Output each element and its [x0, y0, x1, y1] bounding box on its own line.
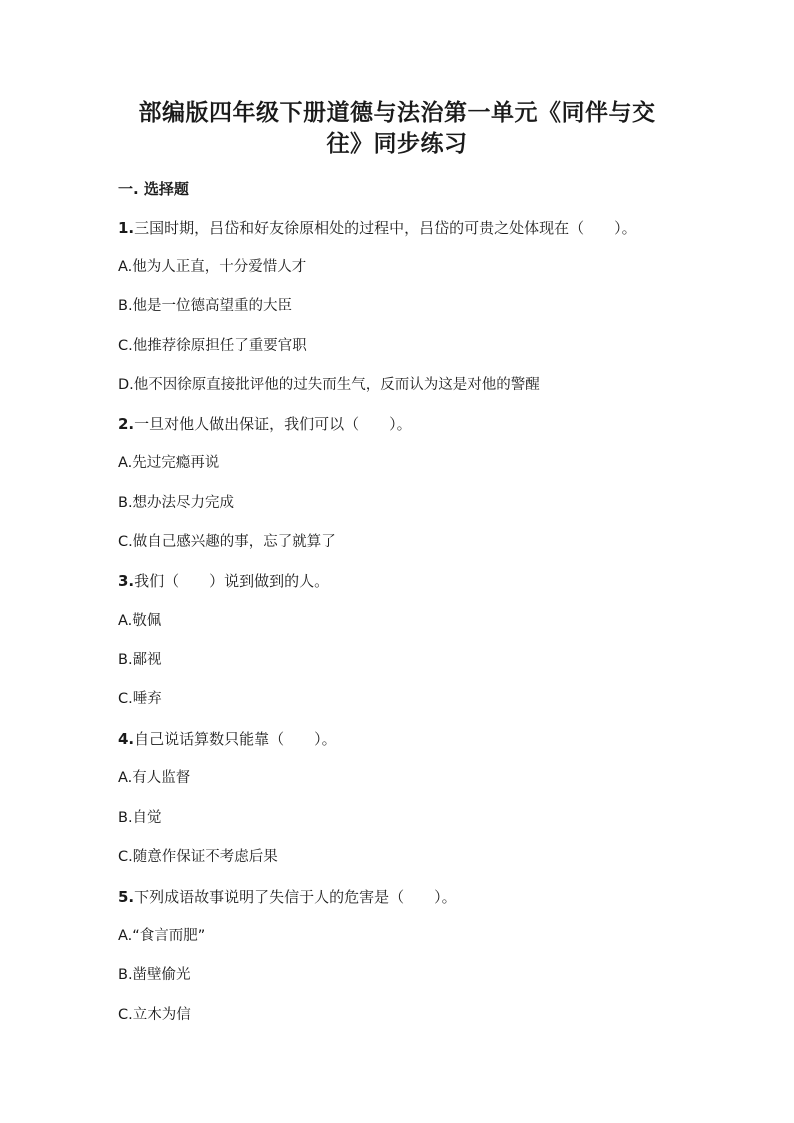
question-1 — [118, 218, 637, 238]
question-3-option-b: B.鄙视 — [118, 652, 162, 668]
question-1-option-c: C.他推荐徐原担任了重要官职 — [118, 338, 307, 354]
question-4-option-c: C.随意作保证不考虑后果 — [118, 849, 278, 865]
question-5-option-b: B.凿壁偷光 — [118, 967, 191, 983]
question-3 — [118, 571, 329, 591]
question-2-option-a: A.先过完瘾再说 — [118, 455, 220, 471]
question-number: 5. — [118, 888, 135, 906]
question-3-option-c: C.唾弃 — [118, 691, 162, 707]
question-number: 4. — [118, 730, 135, 748]
question-number: 1. — [118, 219, 135, 237]
question-4 — [118, 729, 337, 749]
question-2-option-c: C.做自己感兴趣的事，忘了就算了 — [118, 534, 336, 550]
question-text: 三国时期，吕岱和好友徐原相处的过程中，吕岱的可贵之处体现在（ ）。 — [134, 219, 637, 237]
question-5-option-c: C.立木为信 — [118, 1007, 191, 1023]
question-4-option-a: A.有人监督 — [118, 770, 191, 786]
question-number: 2. — [118, 415, 135, 433]
section-heading: 一. 选择题 — [118, 180, 189, 198]
question-4-option-b: B.自觉 — [118, 810, 162, 826]
document-title-line-1: 部编版四年级下册道德与法治第一单元《同伴与交 — [138, 99, 656, 126]
question-3-option-a: A.敬佩 — [118, 613, 162, 629]
question-2 — [118, 414, 412, 434]
question-text: 下列成语故事说明了失信于人的危害是（ ）。 — [134, 888, 457, 906]
question-5-option-a: A.“食言而肥” — [118, 928, 206, 944]
question-5 — [118, 887, 457, 907]
question-2-option-b: B.想办法尽力完成 — [118, 495, 235, 511]
question-text: 一旦对他人做出保证，我们可以（ ）。 — [134, 415, 412, 433]
question-text: 我们（ ）说到做到的人。 — [134, 572, 330, 590]
question-1-option-a: A.他为人正直，十分爱惜人才 — [118, 259, 307, 275]
question-number: 3. — [118, 572, 135, 590]
question-1-option-d: D.他不因徐原直接批评他的过失而生气，反而认为这是对他的警醒 — [118, 377, 540, 393]
question-text: 自己说话算数只能靠（ ）。 — [134, 730, 337, 748]
document-title-line-2: 往》同步练习 — [326, 130, 468, 157]
question-1-option-b: B.他是一位德高望重的大臣 — [118, 298, 293, 314]
